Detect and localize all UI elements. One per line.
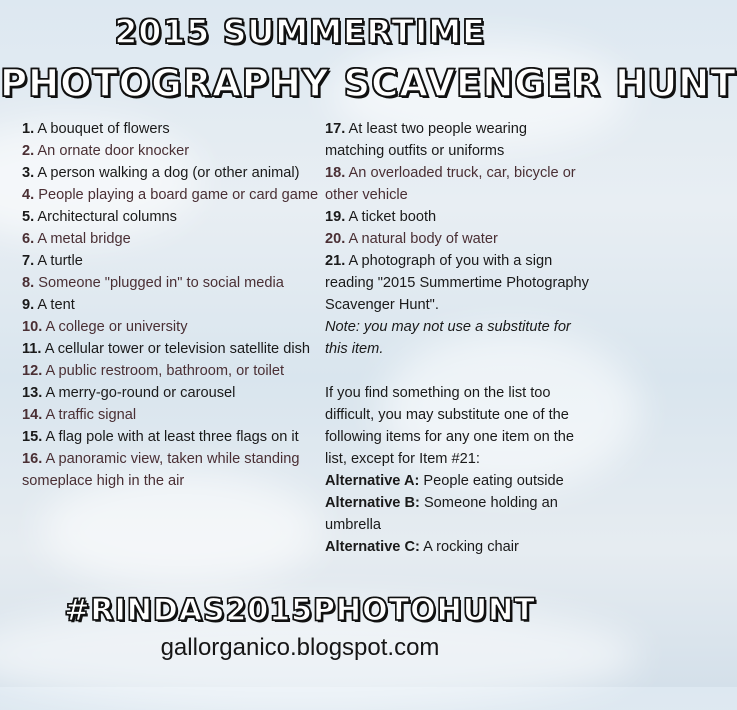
list-item: 18. An overloaded truck, car, bicycle or other vehicle [325,165,576,203]
alternative-item: Alternative A: People eating outside [325,473,564,489]
list-item: 19. A ticket booth [325,209,437,225]
scavenger-list-right [325,118,590,558]
alternative-item: Alternative C: A rocking chair [325,539,519,555]
spacer [325,360,590,382]
list-item: 8. Someone "plugged in" to social media [22,275,284,291]
list-item: 20. A natural body of water [325,231,498,247]
list-item: 5. Architectural columns [22,209,177,225]
list-item: 4. People playing a board game or card game [22,187,319,203]
item-21-note: Note: you may not use a substitute for this item. [325,319,571,357]
list-item: 2. An ornate door knocker [22,143,190,159]
hashtag-banner: #RINDAS2015PHOTOHUNT [64,593,536,628]
list-item: 3. A person walking a dog (or other animal) [22,165,300,181]
list-item: 16. A panoramic view, taken while standing someplace high in the air [22,451,300,489]
scavenger-list-left [22,118,322,492]
list-item: 14. A traffic signal [22,407,137,423]
list-item: 12. A public restroom, bathroom, or toilet [22,363,285,379]
list-item: 9. A tent [22,297,75,313]
list-item: 6. A metal bridge [22,231,131,247]
list-item: 11. A cellular tower or television satellite dish [22,341,310,357]
website-url: gallorganico.blogspot.com [160,634,440,661]
substitute-instructions: If you find something on the list too difficult, you may substitute one of the following items for any one item on the list, except for Item #21: [325,385,575,467]
list-item: 13. A merry-go-round or carousel [22,385,236,401]
poster-title-line2: PHOTOGRAPHY SCAVENGER HUNT [0,62,737,105]
list-item: 1. A bouquet of flowers [22,121,170,137]
poster-title-line1: 2015 SUMMERTIME [114,12,486,51]
list-item: 21. A photograph of you with a sign reading "2015 Summertime Photography Scavenger Hunt". [325,253,589,313]
list-item: 15. A flag pole with at least three flags on it [22,429,299,445]
list-item: 7. A turtle [22,253,83,269]
list-item: 10. A college or university [22,319,188,335]
alternative-item: Alternative B: Someone holding an umbrella [325,495,558,533]
list-item: 17. At least two people wearing matching outfits or uniforms [325,121,528,159]
